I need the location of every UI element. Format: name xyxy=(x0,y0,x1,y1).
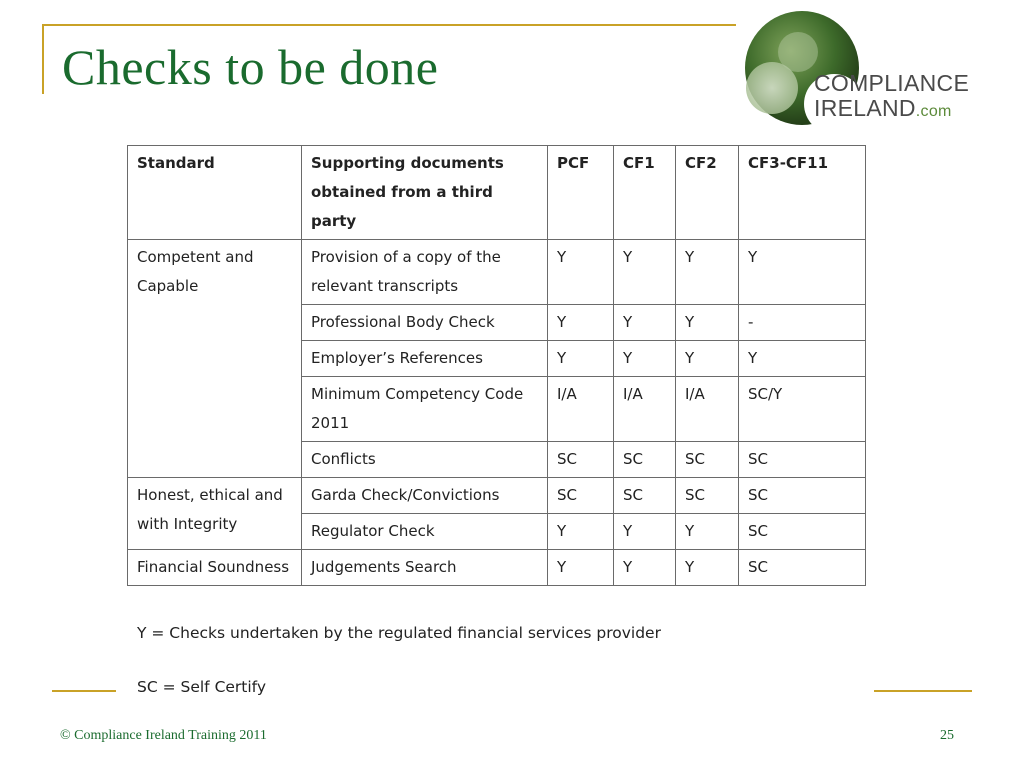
cf3-cell: SC xyxy=(739,478,866,514)
logo-ireland-text: IRELAND xyxy=(814,95,916,121)
standard-financial-soundness: Financial Soundness xyxy=(128,550,302,586)
cf3-cell: SC xyxy=(739,442,866,478)
checks-table xyxy=(127,145,866,586)
doc-cell: Garda Check/Convictions xyxy=(302,478,548,514)
pcf-cell: Y xyxy=(548,341,614,377)
cf1-cell: Y xyxy=(614,240,676,305)
cf1-cell: Y xyxy=(614,550,676,586)
cf3-cell: Y xyxy=(739,240,866,305)
header-pcf: PCF xyxy=(548,146,614,240)
header-standard: Standard xyxy=(128,146,302,240)
cf3-cell: Y xyxy=(739,341,866,377)
compliance-ireland-logo xyxy=(742,8,1012,128)
header-cf1: CF1 xyxy=(614,146,676,240)
cf2-cell: Y xyxy=(676,514,739,550)
cf3-cell: SC xyxy=(739,514,866,550)
cf1-cell: I/A xyxy=(614,377,676,442)
footer-copyright: © Compliance Ireland Training 2011 xyxy=(60,728,267,743)
cf3-cell: SC xyxy=(739,550,866,586)
doc-cell: Judgements Search xyxy=(302,550,548,586)
cf3-cell: SC/Y xyxy=(739,377,866,442)
logo-word-compliance: COMPLIANCE xyxy=(814,70,970,96)
cf2-cell: SC xyxy=(676,478,739,514)
page-number: 25 xyxy=(940,728,954,743)
cf1-cell: SC xyxy=(614,478,676,514)
header-cf3-cf11: CF3-CF11 xyxy=(739,146,866,240)
doc-cell: Employer’s References xyxy=(302,341,548,377)
cf2-cell: Y xyxy=(676,550,739,586)
left-gold-rule xyxy=(42,24,44,94)
pcf-cell: Y xyxy=(548,514,614,550)
header-cf2: CF2 xyxy=(676,146,739,240)
table-row xyxy=(128,550,866,586)
cf2-cell: I/A xyxy=(676,377,739,442)
cf2-cell: Y xyxy=(676,240,739,305)
top-gold-rule xyxy=(42,24,736,26)
cf1-cell: SC xyxy=(614,442,676,478)
cf2-cell: Y xyxy=(676,341,739,377)
pcf-cell: SC xyxy=(548,442,614,478)
cf2-cell: Y xyxy=(676,305,739,341)
doc-cell: Provision of a copy of the relevant transcripts xyxy=(302,240,548,305)
doc-cell: Professional Body Check xyxy=(302,305,548,341)
table-header-row xyxy=(128,146,866,240)
logo-word-ireland xyxy=(814,97,969,120)
table-row xyxy=(128,240,866,305)
bottom-left-gold-rule xyxy=(52,690,116,692)
cf2-cell: SC xyxy=(676,442,739,478)
slide-title: Checks to be done xyxy=(62,39,439,95)
pcf-cell: Y xyxy=(548,240,614,305)
standard-competent-capable: Competent and Capable xyxy=(128,240,302,478)
header-supporting-documents: Supporting documents obtained from a third party xyxy=(302,146,548,240)
doc-cell: Conflicts xyxy=(302,442,548,478)
pcf-cell: I/A xyxy=(548,377,614,442)
cf3-cell: - xyxy=(739,305,866,341)
doc-cell: Minimum Competency Code 2011 xyxy=(302,377,548,442)
standard-honest-ethical: Honest, ethical and with Integrity xyxy=(128,478,302,550)
cf1-cell: Y xyxy=(614,305,676,341)
cf1-cell: Y xyxy=(614,341,676,377)
legend-sc: SC = Self Certify xyxy=(137,678,267,696)
pcf-cell: Y xyxy=(548,550,614,586)
pcf-cell: Y xyxy=(548,305,614,341)
logo-dotcom-text: .com xyxy=(915,103,952,120)
doc-cell: Regulator Check xyxy=(302,514,548,550)
legend-y: Y = Checks undertaken by the regulated financial services provider xyxy=(137,624,661,642)
table-row xyxy=(128,478,866,514)
bottom-right-gold-rule xyxy=(874,690,972,692)
cf1-cell: Y xyxy=(614,514,676,550)
pcf-cell: SC xyxy=(548,478,614,514)
